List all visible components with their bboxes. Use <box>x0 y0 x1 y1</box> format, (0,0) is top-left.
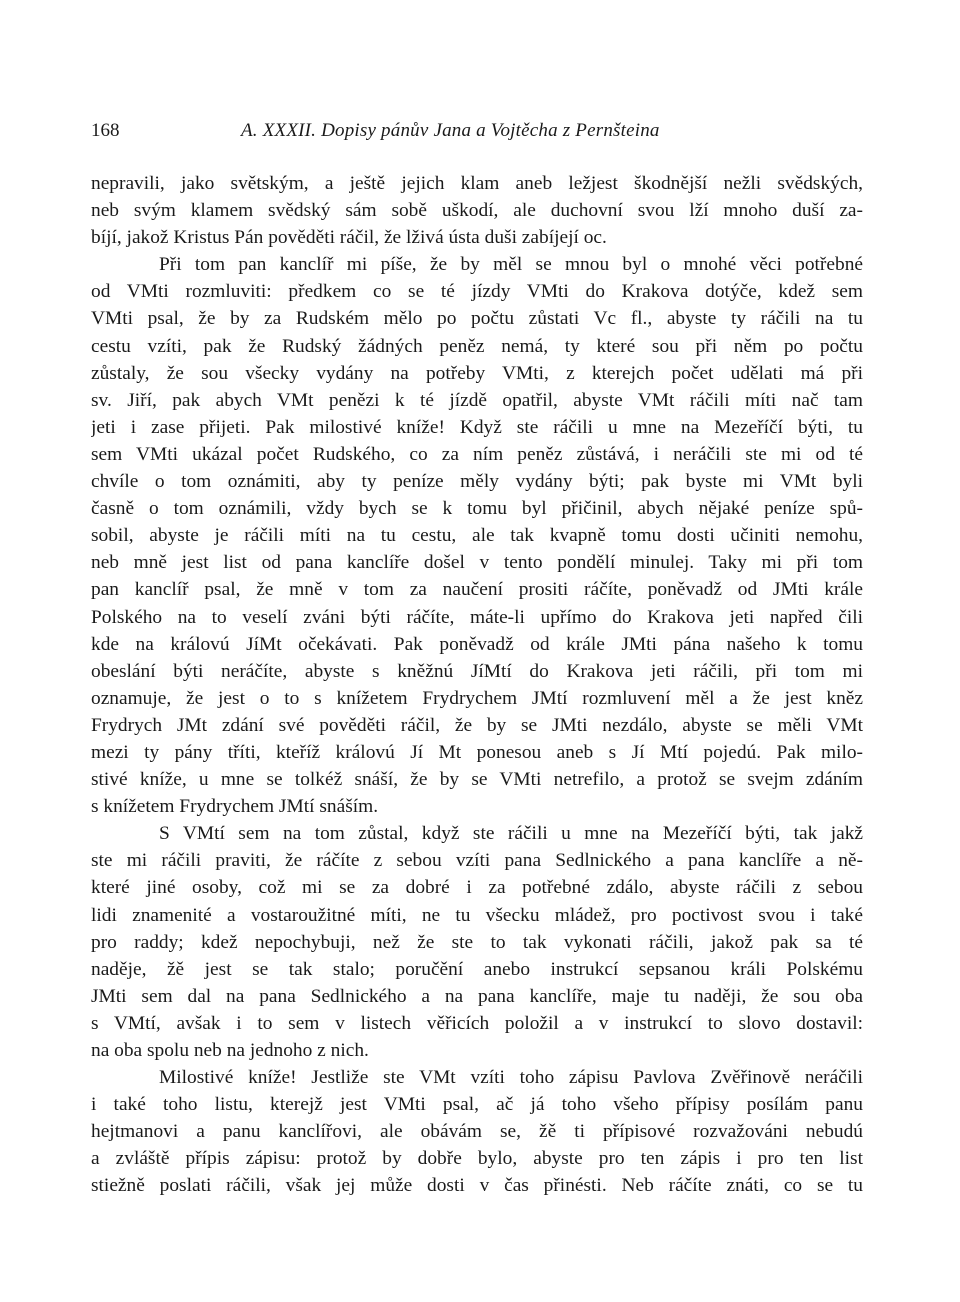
paragraph-first-line: Milostivé kníže! Jestliže ste VMt vzíti toho zápisu Pavlova Zvěřinově neráčili <box>159 1067 863 1089</box>
body-text <box>91 170 863 1200</box>
text-line: neb mně jest list od pana kanclíře došel v tento pondělí minulej. Taky mi při tom <box>91 552 863 574</box>
text-line: stivé kníže, u mne se tolkéž snáší, že by se VMti netrefilo, a protož se svejm zdáním <box>91 769 863 791</box>
text-line: jeti i zase přijeti. Pak milostivé kníže! Když ste ráčili u mne na Mezeříčí býti, tu <box>91 416 863 438</box>
text-line: sobil, abyste je ráčili míti na tu cestu, ale tak kvapně tomu dosti učiniti nemohu, <box>91 525 863 547</box>
text-line: bíjí, jakož Kristus Pán pověděti ráčil, že lživá ústa duši zabíjejí oc. <box>91 227 607 249</box>
text-line: naděje, žě jest se tak stalo; poručění anebo instrukcí sepsanou králi Polskému <box>91 958 863 980</box>
text-line: zůstaly, že sou všecky vydány na potřeby VMti, z kterejch počet udělati má při <box>91 362 863 384</box>
running-head: A. XXXII. Dopisy pánův Jana a Vojtěcha z Pernšteina <box>241 120 660 141</box>
text-line: ste mi ráčili praviti, že ráčíte z sebou vzíti pana Sedlnického a pana kanclíře a ně- <box>91 850 863 872</box>
text-line: s knížetem Frydrychem JMtí snáším. <box>91 796 379 818</box>
text-line: i také toho listu, kterejž jest VMti psal, ač já toho všeho přípisy posílám panu <box>91 1094 863 1116</box>
text-line: sv. Jiří, pak abych VMt penězi k té jízdě opatřil, abyste VMt ráčili míti nač tam <box>91 389 863 411</box>
text-line: chvíle o tom oznámiti, aby ty peníze měly vydány býti; pak byste mi VMt byli <box>91 471 863 493</box>
text-line: hejtmanovi a panu kanclířovi, ale obávám se, žě ti přípisové rozvažováni nebudú <box>91 1121 863 1143</box>
text-line: a zvláště přípis zápisu: protož by dobře bylo, abyste pro ten zápis i pro ten list <box>91 1148 863 1170</box>
text-line: cestu vzíti, pak že Rudský žádných peněz nemá, ty které sou při něm po počtu <box>91 335 863 357</box>
text-line: na oba spolu neb na jednoho z nich. <box>91 1040 369 1061</box>
text-line: časně o tom oznámili, vždy bych se k tomu byl přičinil, abych nějaké peníze spů- <box>91 498 863 520</box>
text-line: které jiné osoby, což mi se za dobré i za potřebné zdálo, abyste ráčili z sebou <box>91 877 863 899</box>
text-line: Polského na to veselí zváni býti ráčíte, máte-li upřímo do Krakova jeti napřed čili <box>91 606 863 628</box>
text-line: stiežně poslati ráčili, však jej může dosti v čas přinésti. Neb ráčíte znáti, co se tu <box>91 1175 863 1197</box>
text-line: JMti sem dal na pana Sedlnického a na pana kanclíře, maje tu naději, že sou oba <box>91 985 863 1007</box>
text-line: s VMtí, avšak i to sem v listech věřicích položil a v instrukcí to slovo dostavil: <box>91 1012 863 1034</box>
paragraph-first-line: S VMtí sem na tom zůstal, když ste ráčili u mne na Mezeříčí býti, tak jakž <box>159 823 863 845</box>
text-line: mezi ty pány tříti, kteříž královú Jí Mt ponesou aneb s Jí Mtí pojedú. Pak milo- <box>91 741 863 763</box>
text-line: pro raddy; kdež nepochybuji, než že ste to tak vykonati ráčili, jakož pak sa té <box>91 931 863 953</box>
text-line: Frydrych JMt zdání své pověděti ráčil, že by se JMti nezdálo, abyste se měli VMt <box>91 714 863 736</box>
text-line: obeslání býti neráčíte, abyste s kněžnú JíMtí do Krakova jeti ráčili, při tom mi <box>91 660 863 682</box>
text-line: kde na královú JíMt očekávati. Pak poněvadž od krále JMti pána našeho k tomu <box>91 633 863 655</box>
text-line: oznamuje, že jest o to s knížetem Frydrychem JMtí rozmluvení měl a že jest kněz <box>91 687 863 709</box>
text-line: sem VMti ukázal počet Rudského, co za ním peněz zůstává, i neráčili ste mi od té <box>91 443 863 465</box>
page-header <box>91 120 861 146</box>
text-line: od VMti rozmluviti: předkem co se té jízdy VMti do Krakova dotýče, kdež sem <box>91 281 863 303</box>
paragraph-first-line: Při tom pan kanclíř mi píše, že by měl se mnou byl o mnohé věci potřebné <box>159 254 863 276</box>
text-line: nepravili, jako světským, a ještě jejich klam aneb ležjest škodnější nežli svědských, <box>91 173 863 194</box>
text-line: neb svým klamem svědský sám sobě uškodí, ale duchovní svou lží mnoho duší za- <box>91 200 863 222</box>
text-line: VMti psal, že by za Rudském mělo po počtu zůstati Vc fl., abyste ty ráčili na tu <box>91 308 863 330</box>
text-line: lidi znamenité a vostaroužitné míti, ne tu všecku mládež, pro poctivost svou i také <box>91 904 863 926</box>
page-number: 168 <box>91 120 120 141</box>
text-line: pan kanclíř psal, že mně v tom za naučení prositi ráčíte, poněvadž od JMti krále <box>91 579 863 601</box>
